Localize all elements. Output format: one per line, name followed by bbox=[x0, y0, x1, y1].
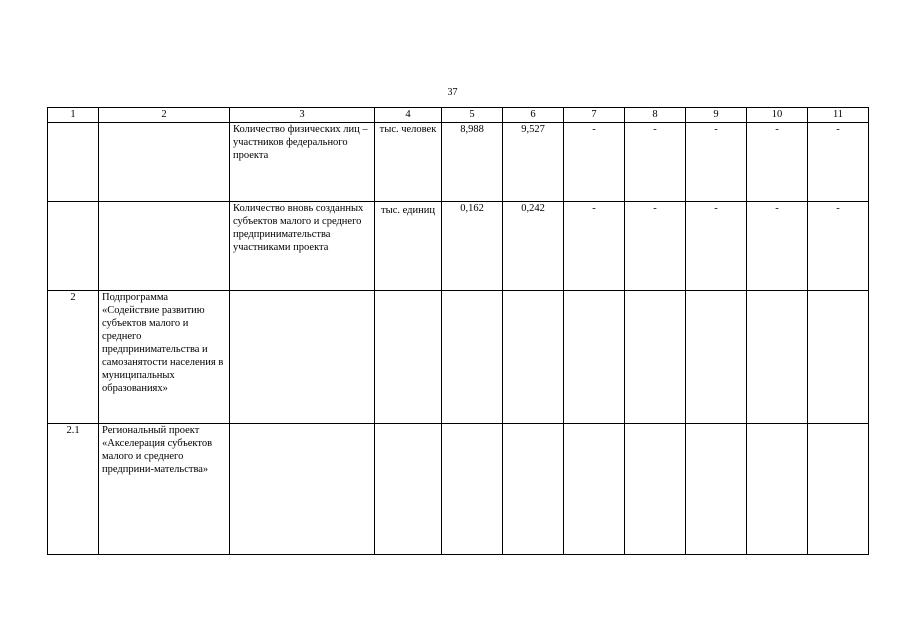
value-cell-8 bbox=[625, 424, 686, 555]
table-row bbox=[48, 202, 869, 291]
indicator-cell: Количество физических лиц – участников федерального проекта bbox=[230, 123, 375, 202]
value-cell-5 bbox=[442, 424, 503, 555]
value-cell-5 bbox=[442, 291, 503, 424]
value-cell-6: 0,242 bbox=[503, 202, 564, 291]
table-header-row bbox=[48, 108, 869, 123]
indicator-cell bbox=[230, 291, 375, 424]
header-cell-10: 10 bbox=[747, 108, 808, 123]
value-cell-6: 9,527 bbox=[503, 123, 564, 202]
header-cell-5: 5 bbox=[442, 108, 503, 123]
row-number-cell bbox=[48, 123, 99, 202]
value-cell-8 bbox=[625, 291, 686, 424]
header-cell-11: 11 bbox=[808, 108, 869, 123]
unit-cell bbox=[375, 424, 442, 555]
value-cell-9 bbox=[686, 424, 747, 555]
indicator-cell: Количество вновь созданных субъектов малого и среднего предпринимательства участниками проекта bbox=[230, 202, 375, 291]
header-cell-6: 6 bbox=[503, 108, 564, 123]
header-cell-4: 4 bbox=[375, 108, 442, 123]
value-cell-5: 0,162 bbox=[442, 202, 503, 291]
table-row bbox=[48, 123, 869, 202]
value-cell-8: - bbox=[625, 202, 686, 291]
indicators-table bbox=[47, 107, 869, 555]
value-cell-9 bbox=[686, 291, 747, 424]
row-name-cell: Подпрограмма «Содействие развитию субъектов малого и среднего предпринимательства и самозанятости населения в муниципальных образованиях» bbox=[99, 291, 230, 424]
unit-cell: тыс. человек bbox=[375, 123, 442, 202]
value-cell-9: - bbox=[686, 202, 747, 291]
row-name-cell: Региональный проект «Акселерация субъектов малого и среднего предприни-мательства» bbox=[99, 424, 230, 555]
header-cell-8: 8 bbox=[625, 108, 686, 123]
row-number-cell: 2 bbox=[48, 291, 99, 424]
value-cell-11: - bbox=[808, 123, 869, 202]
table-row bbox=[48, 424, 869, 555]
header-cell-9: 9 bbox=[686, 108, 747, 123]
page-number: 37 bbox=[447, 87, 458, 98]
header-cell-2: 2 bbox=[99, 108, 230, 123]
value-cell-8: - bbox=[625, 123, 686, 202]
value-cell-6 bbox=[503, 424, 564, 555]
header-cell-7: 7 bbox=[564, 108, 625, 123]
row-name-cell bbox=[99, 123, 230, 202]
value-cell-11 bbox=[808, 291, 869, 424]
unit-cell: тыс. единиц bbox=[375, 202, 442, 291]
header-cell-1: 1 bbox=[48, 108, 99, 123]
row-name-cell bbox=[99, 202, 230, 291]
value-cell-9: - bbox=[686, 123, 747, 202]
row-number-cell: 2.1 bbox=[48, 424, 99, 555]
header-cell-3: 3 bbox=[230, 108, 375, 123]
row-number-cell bbox=[48, 202, 99, 291]
value-cell-7 bbox=[564, 424, 625, 555]
value-cell-11 bbox=[808, 424, 869, 555]
value-cell-11: - bbox=[808, 202, 869, 291]
value-cell-10 bbox=[747, 424, 808, 555]
indicator-cell bbox=[230, 424, 375, 555]
value-cell-10: - bbox=[747, 202, 808, 291]
value-cell-6 bbox=[503, 291, 564, 424]
unit-cell bbox=[375, 291, 442, 424]
value-cell-5: 8,988 bbox=[442, 123, 503, 202]
value-cell-7: - bbox=[564, 202, 625, 291]
value-cell-10 bbox=[747, 291, 808, 424]
value-cell-7: - bbox=[564, 123, 625, 202]
value-cell-10: - bbox=[747, 123, 808, 202]
value-cell-7 bbox=[564, 291, 625, 424]
table-row bbox=[48, 291, 869, 424]
